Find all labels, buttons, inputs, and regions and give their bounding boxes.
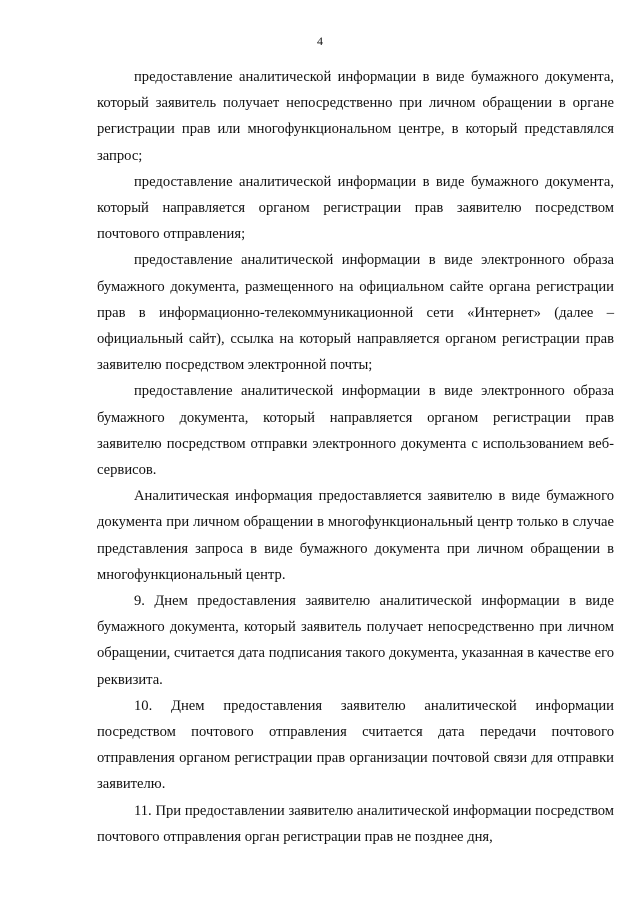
paragraph-electronic-image-website: предоставление аналитической информации в виде электронного образа бумажного документа, размещенного на официальном сайте органа регистрации прав в информационно-телекоммуникационной сети «Интернет» (далее – официальный сайт), ссылка на который направляется органом регистрации прав заявителю посредством электронной почты; — [97, 252, 614, 374]
paragraph-item-10: 10. Днем предоставления заявителю аналитической информации посредством почтового отправления считается дата передачи почтового отправления органом регистрации прав организации почтовой связи для отправки заявителю. — [97, 697, 614, 793]
paragraph-mfc-paper-provision: Аналитическая информация предоставляется заявителю в виде бумажного документа при личном обращении в многофункциональный центр только в случае представления запроса в виде бумажного документа при личном обращении в многофункциональный центр. — [97, 488, 614, 583]
paragraph-paper-document-postal: предоставление аналитической информации в виде бумажного документа, который направляется органом регистрации прав заявителю посредством почтового отправления; — [97, 173, 614, 243]
page-number: 4 — [317, 34, 323, 48]
paragraph-item-11: 11. При предоставлении заявителю аналитической информации посредством почтового отправления орган регистрации прав не позднее дня, — [97, 802, 614, 845]
paragraph-item-9: 9. Днем предоставления заявителю аналитической информации в виде бумажного документа, который заявитель получает непосредственно при личном обращении, считается дата подписания такого документа, указанная в качестве его реквизита. — [97, 593, 614, 688]
document-body — [97, 64, 614, 850]
paragraph-paper-document-personal: предоставление аналитической информации в виде бумажного документа, который заявитель получает непосредственно при личном обращении в органе регистрации прав или многофункциональном центре, в который представлялся запрос; — [97, 69, 614, 164]
paragraph-electronic-image-web-services: предоставление аналитической информации в виде электронного образа бумажного документа, который направляется органом регистрации прав заявителю посредством отправки электронного документа с использованием веб-сервисов. — [97, 383, 614, 479]
